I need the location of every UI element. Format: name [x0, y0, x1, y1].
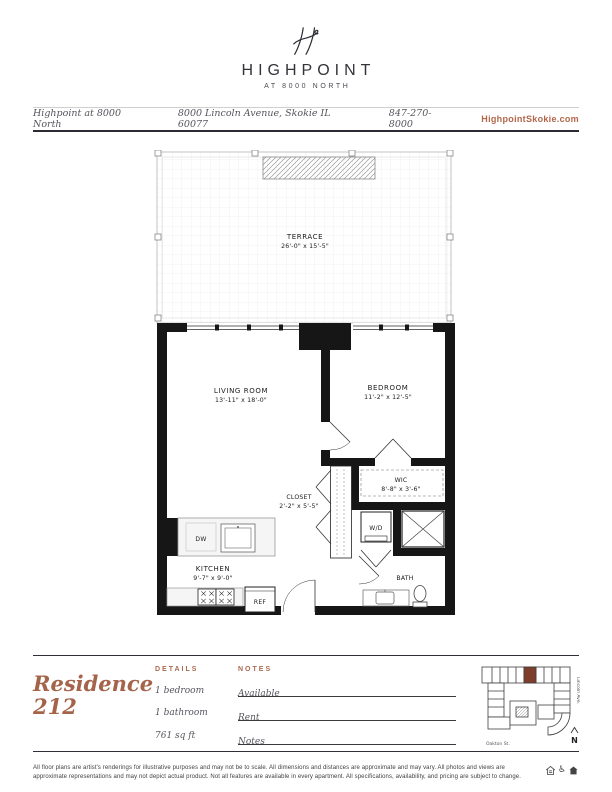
notes-heading: NOTES [238, 666, 273, 673]
unit-info-band [33, 655, 579, 752]
wic-label: WIC [394, 477, 408, 484]
terrace-dims: 26'-0" x 15'-5" [281, 243, 329, 250]
kitchen-sink [221, 524, 255, 552]
property-name: Highpoint at 8000 North [33, 108, 121, 130]
living-room-dims: 13'-11" x 18'-0" [215, 397, 267, 404]
planter-box [263, 157, 375, 179]
residence-label: Residence [33, 671, 154, 696]
accessibility-icon: ♿ [558, 765, 567, 775]
wic-double-door [375, 439, 411, 458]
kitchen-dims: 9'-7" x 9'-0" [193, 575, 233, 582]
detail-sqft: 761 sq ft [155, 730, 196, 741]
range [198, 589, 234, 605]
detail-bathrooms: 1 bathroom [155, 708, 208, 718]
toilet [413, 586, 427, 608]
closet-structure [331, 466, 352, 558]
note-line-rent: Rent [238, 707, 456, 721]
property-phone: 847-270-8000 [388, 108, 432, 130]
wic-dims: 8'-8" x 3'-6" [381, 486, 421, 493]
svg-text:N: N [571, 736, 578, 745]
bedroom-dims: 11'-2" x 12'-5" [364, 394, 412, 401]
details-column [155, 666, 208, 741]
footer-icons [546, 766, 578, 775]
residence-title [33, 672, 153, 718]
laundry-door [361, 550, 391, 567]
wd-label: W/D [369, 525, 383, 532]
highpoint-monogram-logo [289, 24, 323, 60]
bath-label: BATH [396, 575, 414, 582]
closet-label: CLOSET [286, 494, 312, 501]
kitchen-label: KITCHEN [195, 565, 231, 573]
mechanical-shaft [402, 511, 444, 547]
brand-name: HIGHPOINT [241, 62, 376, 79]
notes-column [238, 666, 456, 745]
bedroom-label: BEDROOM [367, 384, 409, 392]
legal-disclaimer: All floor plans are artist's renderings for illustrative purposes and may not be to scale. All dimensions and distances are approximate and may vary. All photos and views are approximate representations and may not depict actual product. Not all features are available in every apartment. All specifications, availability, and pricing are subject to change. [33, 765, 522, 781]
detail-bedrooms: 1 bedroom [155, 685, 205, 696]
terrace-area [155, 150, 453, 323]
property-address: 8000 Lincoln Avenue, Skokie IL 60077 [177, 108, 331, 130]
highlighted-unit [524, 667, 536, 683]
floorplan-drawing [153, 150, 459, 620]
details-heading: DETAILS [155, 666, 199, 673]
north-arrow [571, 728, 578, 746]
brand-header [0, 24, 612, 90]
room-labels [193, 384, 421, 606]
ref-label: REF [253, 599, 267, 606]
bedroom-door [330, 422, 350, 442]
contact-bar [33, 107, 579, 132]
house-icon [569, 766, 578, 775]
equal-housing-icon [546, 766, 555, 775]
closet-dims: 2'-2" x 5'-5" [279, 503, 319, 510]
note-line-available: Available [238, 683, 456, 697]
bath-vanity [363, 590, 409, 607]
street-label-oakton: Oakton St. [486, 742, 510, 747]
kitchen-island [178, 518, 275, 556]
street-label-lincoln: Lincoln Ave. [575, 677, 580, 705]
terrace-label: TERRACE [286, 233, 324, 241]
building-key-plan [476, 657, 580, 749]
brand-tagline: AT 8000 NORTH [264, 83, 351, 90]
living-room-label: LIVING ROOM [213, 387, 269, 395]
property-website-link[interactable]: HighpointSkokie.com [481, 114, 579, 124]
note-line-notes: Notes [238, 731, 456, 745]
dw-label: DW [195, 536, 207, 543]
residence-number: 212 [33, 694, 77, 719]
